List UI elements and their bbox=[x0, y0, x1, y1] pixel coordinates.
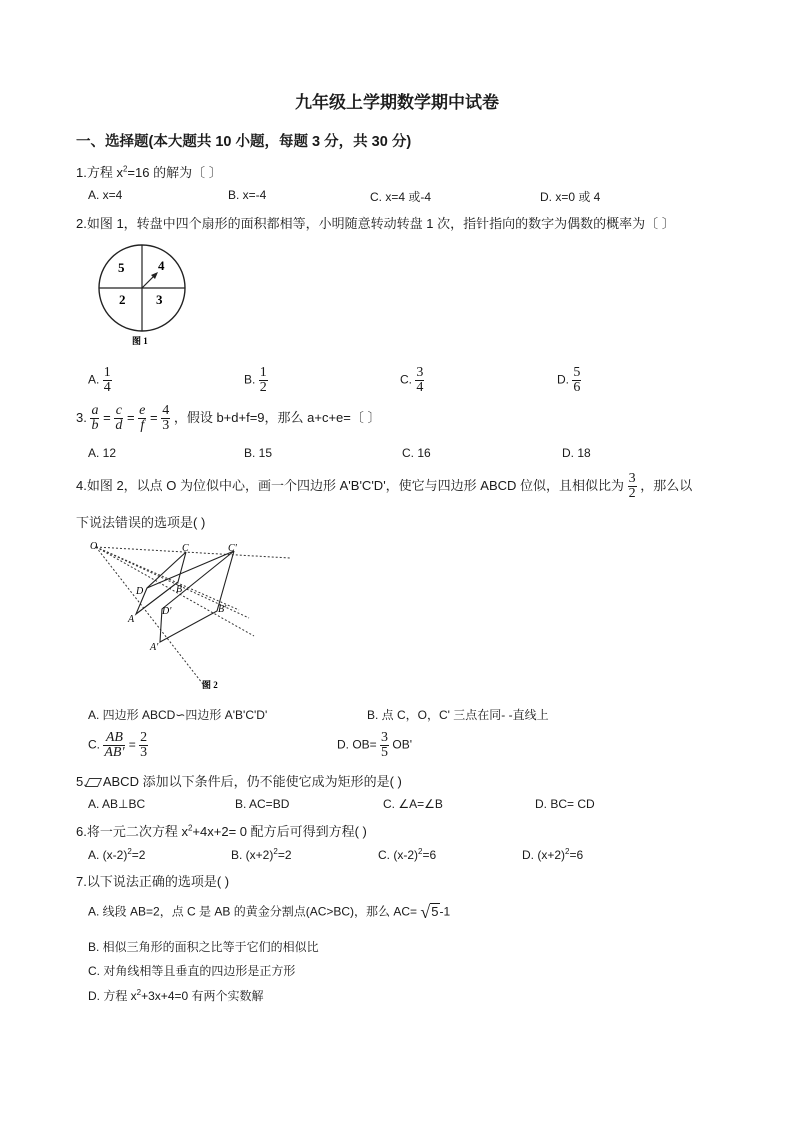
sector-label: 5 bbox=[118, 260, 125, 275]
q3-option-c: C. 16 bbox=[402, 446, 431, 460]
q7-option-b: B. 相似三角形的面积之比等于它们的相似比 bbox=[88, 940, 319, 954]
question-4-stem: 4.如图 2，以点 O 为位似中心，画一个四边形 A'B'C'D'，使它与四边形 ABCD 位似，且相似比为 $\frac{3}{2}$ ，那么以 bbox=[76, 471, 693, 501]
figure-caption: 图 2 bbox=[202, 680, 218, 690]
q7-option-d: D. 方程 $x^2+3x+4=0$ 有两个实数解 bbox=[88, 988, 264, 1003]
question-1-stem: 1.方程 $x^2=16$ 的解为〔 〕 bbox=[76, 164, 222, 180]
page-title: 九年级上学期数学期中试卷 bbox=[295, 93, 499, 112]
q6-option-a: A. $(x-2)^2=2$ bbox=[88, 847, 146, 862]
section-heading: 一、选择题(本大题共 10 小题，每题 3 分，共 30 分) bbox=[76, 134, 412, 150]
q4-option-b: B. 点 C，O，C' 三点在同- -直线上 bbox=[367, 708, 549, 722]
point-label: O bbox=[90, 541, 98, 552]
point-label: A bbox=[128, 614, 135, 625]
question-3-stem: 3. $\frac{a}{b}$ = $\frac{c}{d}$ = $\frac{e}{f}$ = $\frac{4}{3}$ ，假设 b+d+f=9，那么 a+c+e=〔 〕 bbox=[76, 403, 381, 433]
spinner-figure bbox=[96, 242, 196, 350]
q7-option-c: C. 对角线相等且垂直的四边形是正方形 bbox=[88, 964, 296, 978]
q3-option-b: B. 15 bbox=[244, 446, 273, 460]
sector-label: 4 bbox=[158, 258, 165, 273]
sector-label: 2 bbox=[119, 292, 126, 307]
q5-option-d: D. BC= CD bbox=[535, 797, 595, 811]
point-label: B' bbox=[218, 604, 227, 615]
q2-option-b: B. $\frac{1}{2}$ bbox=[244, 365, 267, 395]
parallelogram-icon bbox=[85, 778, 102, 787]
point-label: A' bbox=[150, 642, 159, 653]
question-2-stem: 2.如图 1，转盘中四个扇形的面积都相等，小明随意转动转盘 1 次，指针指向的数字为偶数的概率为〔 〕 bbox=[76, 216, 675, 231]
homothety-figure bbox=[84, 538, 304, 696]
q6-option-b: B. $(x+2)^2=2$ bbox=[231, 847, 292, 862]
q4-option-c: C. $\frac{AB}{AB'}$ = $\frac{2}{3}$ bbox=[88, 730, 148, 760]
figure-caption: 图 1 bbox=[132, 336, 148, 346]
q1-option-b: B. x=-4 bbox=[228, 188, 267, 202]
question-5-stem: 5. ABCD 添加以下条件后，仍不能使它成为矩形的是( ) bbox=[76, 774, 402, 789]
q2-option-c: C. $\frac{3}{4}$ bbox=[400, 365, 424, 395]
q5-option-a: A. AB⊥BC bbox=[88, 797, 146, 811]
q1-option-d: D. x=0 或 4 bbox=[540, 190, 601, 204]
q6-option-d: D. $(x+2)^2=6$ bbox=[522, 847, 584, 862]
q3-option-a: A. 12 bbox=[88, 446, 117, 460]
q6-option-c: C. $(x-2)^2=6$ bbox=[378, 847, 437, 862]
q4-option-a: A. 四边形 ABCD∽四边形 A'B'C'D' bbox=[88, 708, 268, 722]
q5-option-b: B. AC=BD bbox=[235, 797, 290, 811]
point-label: B bbox=[176, 584, 183, 595]
point-label: C bbox=[182, 543, 189, 554]
q1-option-c: C. x=4 或-4 bbox=[370, 190, 432, 204]
question-4-stem-cont: 下说法错误的选项是( ) bbox=[76, 515, 206, 530]
question-6-stem: 6.将一元二次方程 $x^2+4x+2= 0$ 配方后可得到方程( ) bbox=[76, 823, 367, 839]
point-label: C' bbox=[228, 543, 237, 554]
sector-label: 3 bbox=[156, 292, 163, 307]
q5-option-c: C. ∠A=∠B bbox=[383, 797, 443, 811]
q2-option-a: A. $\frac{1}{4}$ bbox=[88, 365, 111, 395]
point-label: D' bbox=[162, 606, 172, 617]
q3-option-d: D. 18 bbox=[562, 446, 591, 460]
sqrt-icon: √ bbox=[420, 902, 431, 922]
q1-option-a: A. x=4 bbox=[88, 188, 123, 202]
q7-option-a: A. 线段 AB=2，点 C 是 AB 的黄金分割点(AC>BC)，那么 AC= √5-1 bbox=[88, 902, 451, 922]
point-label: D bbox=[136, 586, 144, 597]
q2-option-d: D. $\frac{5}{6}$ bbox=[557, 365, 581, 395]
q4-option-d: D. OB= $\frac{3}{5}$ OB' bbox=[337, 730, 413, 760]
question-7-stem: 7.以下说法正确的选项是( ) bbox=[76, 874, 230, 889]
